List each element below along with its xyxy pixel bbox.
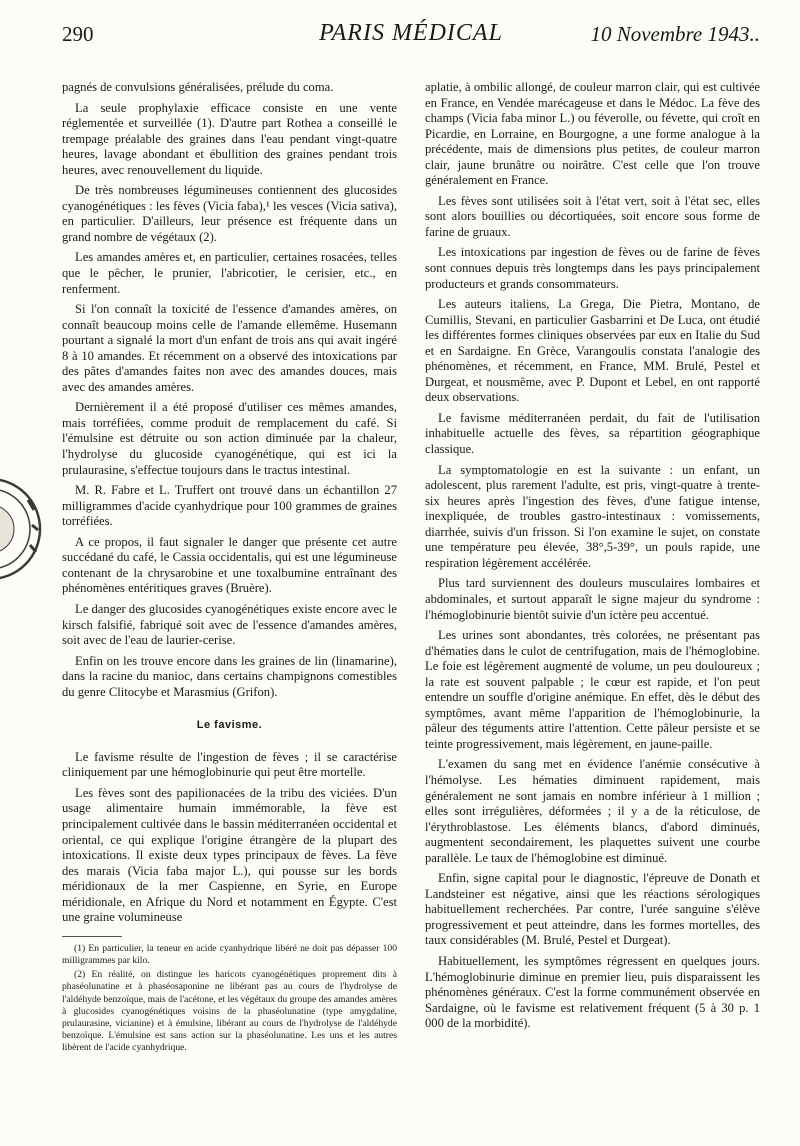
paragraph: Les fèves sont des papilionacées de la tribu des viciées. D'un usage alimentaire humain immémorable, la fève est principalement cultivée dans le bassin méditerranéen occidental et oriental, ce qui explique l'origine étrangère de la plupart des intoxications. Il existe deux types principaux de fèves. La fève des marais (Vicia faba major L.), qui pousse sur les bords méridionaux de la mer Caspienne, en Syrie, en Europe méridionale, en Afrique du Nord et notamment en Égypte. C'est une graine volumineuse [62, 785, 397, 925]
footnote: (2) En réalité, on distingue les haricots cyanogénétiques proprement dits à phaséolunatine et à phaséosaponine ne libérant pas au cours de l'hydrolyse de l'aldéhyde benzoïque, mais de l'acétone, et les végétaux du groupe des amandes amères à glucosides cyanogénétiques voisins de la phaséolunatine (type amygdaline, prulaurasine, vicianine) et à émulsine, libérant au cours de l'hydrolyse de l'aldéhyde benzoïque. L'émulsine est sans action sur la phaséolunatine. Les uns et les autres libèrent de l'acide cyanhydrique. [62, 969, 397, 1054]
journal-title: PARIS MÉDICAL [319, 20, 503, 46]
issue-date: 10 Novembre 1943.. [590, 22, 760, 46]
paragraph: M. R. Fabre et L. Truffert ont trouvé dans un échantillon 27 milligrammes d'acide cyanhydrique pour 100 grammes de graines torréfiées. [62, 483, 397, 529]
paragraph: Les amandes amères et, en particulier, certaines rosacées, telles que le pêcher, le prunier, l'abricotier, le cerisier, etc., en renferment. [62, 250, 397, 296]
paragraph: De très nombreuses légumineuses contiennent des glucosides cyanogénétiques : les fèves (Vicia faba),¹ les vesces (Vicia sativa), en particulier. D'ailleurs, leur présence est fréquente dans un grand nombre de végétaux (2). [62, 183, 397, 244]
paragraph: Enfin on les trouve encore dans les graines de lin (linamarine), dans la racine du manioc, dans certains champignons comestibles du genre Clitocybe et Marasmius (Grifon). [62, 653, 397, 699]
paragraph: Si l'on connaît la toxicité de l'essence d'amandes amères, on connaît beaucoup moins celle de l'amande ellemême. Husemann pourtant a signalé la mort d'un enfant de trois ans qui avait ingéré 8 à 10 amandes. Et récemment on a observé des intoxications par des pâtes d'amandes faites non avec des amandes douces, mais avec des amandes amères. [62, 302, 397, 394]
section-heading: Le favisme. [196, 719, 263, 732]
running-header [62, 14, 760, 54]
library-stamp [0, 470, 46, 588]
paragraph: aplatie, à ombilic allongé, de couleur marron clair, qui est cultivée en France, en Vendée marécageuse et dans le Médoc. La fève des champs (Vicia faba minor L.) ou féverolle, ou févette, qui croît en Picardie, en Lorraine, en Bourgogne, a une forme analogue à la précédente, mais de dimensions plus petites, de couleur marron clair, jaune brunâtre ou noirâtre. C'est celle que l'on trouve généralement en France. [425, 80, 760, 188]
paragraph: Les fèves sont utilisées soit à l'état vert, soit à l'état sec, elles sont alors bouillies ou décortiquées, soit encore sous forme de farine de gruaux. [425, 193, 760, 239]
footnotes [62, 943, 397, 1055]
paragraph: Habituellement, les symptômes régressent en quelques jours. L'hémoglobinurie diminue en premier lieu, puis disparaissent les phénomènes généraux. C'est la forme communément observée en Sardaigne, où le favisme est relativement fréquent (5 à 30 p. 1 000 de la morbidité). [425, 953, 760, 1031]
paragraph: Les intoxications par ingestion de fèves ou de farine de fèves sont connues depuis très longtemps dans les pays principalement producteurs et grands consommateurs. [425, 245, 760, 291]
paragraph: Le favisme résulte de l'ingestion de fèves ; il se caractérise cliniquement par une hémoglobinurie qui peut être mortelle. [62, 749, 397, 780]
paragraph: pagnés de convulsions généralisées, prélude du coma. [62, 80, 334, 94]
paragraph: Dernièrement il a été proposé d'utiliser ces mêmes amandes, mais torréfiées, comme produit de remplacement du café. Si l'émulsine est détruite ou son action diminuée par la chaleur, l'hydrolyse du glucoside cyanogénétique, qui est ici la prulaurasine, s'effectue toujours dans le tractus intestinal. [62, 400, 397, 477]
paragraph: Enfin, signe capital pour le diagnostic, l'épreuve de Donath et Landsteiner est négative, ainsi que les réactions sérologiques habituellement recherchées. Par contre, l'urée sanguine s'élève progressivement et peut atteindre, dans les formes mortelles, des taux considérables (M. Brulé, Pestel et Durgeat). [425, 871, 760, 948]
paragraph: Les auteurs italiens, La Grega, Die Pietra, Montano, de Cumillis, Stevani, en particulier Gasbarrini et De Luca, ont étudié les différentes formes cliniques observées par eux en Italie du Sud et en Sardaigne. En Grèce, Varangoulis constata l'analogie des phénomènes, et récemment, en France, MM. Brulé, Pestel et Durgeat, et nousmême, avec P. Dupont et Lebel, en ont rapporté deux observations. [425, 297, 760, 405]
paragraph: Le danger des glucosides cyanogénétiques existe encore avec le kirsch falsifié, fabriqué soit avec de l'essence d'amandes amères, soit avec de l'eau de laurier-cerise. [62, 601, 397, 648]
page-number: 290 [62, 22, 94, 46]
paragraph: Plus tard surviennent des douleurs musculaires lombaires et abdominales, et surtout apparaît le signe majeur du syndrome : l'hémoglobinurie bientôt suivie d'un ictère peu accentué. [425, 576, 760, 622]
paragraph: La symptomatologie en est la suivante : un enfant, un adolescent, plus rarement l'adulte, est pris, vingt-quatre à trente-six heures après l'ingestion des fèves, d'une fatigue intense, inexpliquée, de troubles gastro-intestinaux : vomissements, diarrhée, suivis d'un frisson. Si l'on examine le sujet, on constate une température peu élevée, 38°,5-39°, un pouls rapide, une respiration légèrement accélérée. [425, 462, 760, 570]
footnote: (1) En particulier, la teneur en acide cyanhydrique libéré ne doit pas dépasser 100 milligrammes par kilo. [62, 942, 397, 966]
footnote-rule [62, 936, 122, 937]
left-column [62, 80, 397, 1057]
paragraph: La seule prophylaxie efficace consiste en une vente réglementée et surveillée (1). D'autre part Rothea a conseillé le trempage préalable des graines dans l'eau pendant vingt-quatre heures, lavage abondant et ébullition des graines pendant trois heures, avec renouvellement du liquide. [62, 100, 397, 177]
paragraph: Les urines sont abondantes, très colorées, ne présentant pas d'hématies dans le culot de centrifugation, mais de l'hémoglobine. Le foie est légèrement augmenté de volume, un peu douloureux ; la rate est souvent palpable ; le cœur est rapide, et l'on peut entendre un souffle d'origine anémique. En effet, dès le début des symptômes, avant même l'apparition de l'hémoglobinurie, la pâleur des téguments attire l'attention. Cette pâleur persiste et se teinte progressivement, mais légèrement, en jaune-paille. [425, 628, 760, 751]
right-column [425, 80, 760, 1037]
paragraph: Le favisme méditerranéen perdait, du fait de l'utilisation inhabituelle actuelle des fèves, sa répartition géographique classique. [425, 410, 760, 457]
paragraph: A ce propos, il faut signaler le danger que présente cet autre succédané du café, le Cassia occidentalis, qui est une légumineuse contenant de la chrysarobine et une toxalbumine entraînant des phénomènes entéritiques graves (Bruère). [62, 534, 397, 596]
paragraph: L'examen du sang met en évidence l'anémie consécutive à l'hémolyse. Les hématies diminuent rapidement, mais généralement ne sont jamais en nombre inférieur à 1 million ; elles sont irrégulières, déformées ; il y a de la réticulose, de l'érythroblastose. Les éléments blancs, d'abord diminués, augmentent secondairement, les plaquettes suivent une courbe parallèle. Le taux de l'hémoglobine est diminué. [425, 757, 760, 865]
